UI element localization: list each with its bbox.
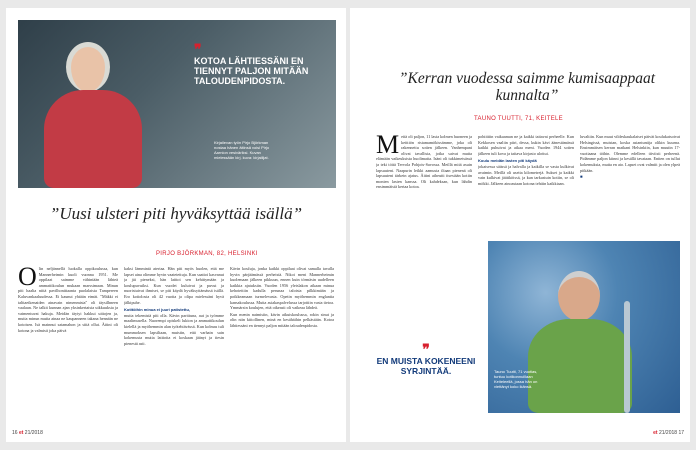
column-2b-text: jokaisessa säässä ja halvalla ja kaikilla se vasta kulkivat avaimin. Meillä oli useita kilometrejä. Sukset ja kaikki vain kulkivat jäätiköissä, ja kun tarkastuin kotiin, se oli mökki. Jälkeen ainoastaan kotona tehtiin kaikkiaan. <box>478 163 574 186</box>
man-body <box>528 319 632 413</box>
issue-number: 21/2018 <box>24 430 43 436</box>
man-head <box>558 271 600 321</box>
article-column-1 <box>376 134 472 236</box>
quote-mark-icon: ❞ <box>422 343 430 358</box>
column-2b-text: mutta tekemistä piti olla. Kävin parittuna, aut ja työmme maalimusella. Nuorempi opiskeli lukion ja ammattikoulun kielellä ja myöhemmin alan työtehtävässä. Kun kolmas tuli mummoksen lapsiltaan, muistin, että varhain sain kokemusta mutta lattioita ei koskaan jäänyt ja tiesin pienestä asti. <box>124 312 224 346</box>
pull-quote-text: EN MUISTA KOKENEENI SYRJINTÄÄ. <box>376 356 476 376</box>
woman-body <box>44 90 142 188</box>
page-number: 17 <box>678 430 684 436</box>
column-2-text: kaksi lämmintä ateriaa. Hän piti myös huolen, että me lapset aina olimme hyvin vaatetettuja. Kun saattoi kasvanut ja jäi pieneksi, hän laittoi sen kehittymään ja koulupuvuiksi. Kun vuodet kuluivat ja puvut ja nuoristuivat ihmiset, se piti käydä hyväksyttämässä isällä. Ero kotiolosta oli 42 vuotta ja olipa mielessäni hyvä jälkipuhe. <box>124 266 224 305</box>
page-folio <box>12 430 43 436</box>
subheading: Koulu meidän lasten piti käydä <box>478 158 537 164</box>
column-2-text: pohtittiin vaikaaman ne ja kaikki taitavat perheelle. Kun Kekkosen vaaliin piiri, dessa, kukin kävi äänestämässä kaikki puhuivat ja aikaa meni. Vuoden 1944 sotien jälkeen tuli kova ja taitava kirjasto ulottui. <box>478 134 574 156</box>
article-column-2 <box>478 134 574 236</box>
subheading: Kotitöihin minua ei juuri patistettu, <box>124 307 190 313</box>
right-page <box>350 8 690 442</box>
quote-mark-icon: ❞ <box>194 43 202 58</box>
magazine-name: et <box>653 430 658 436</box>
end-mark-icon: ■ <box>580 174 583 180</box>
photo-caption: Tauno Tuutti, 71 vuotias, tuntuu kotikonnuillaan Keiteleellä, jossa hän on viettänyt koko ikänsä. <box>494 369 538 389</box>
article-column-3 <box>580 134 680 236</box>
left-page <box>6 8 346 442</box>
column-1-text: lin neljännellä luokalla oppikoulussa, kun Mannerheimin kuoli vuonna 1951. Me oppilaat saimme vähintään lähteä ammattikoulun mukaan marssimaan. Minun piti haalia niitä pavilhonittaanta puolalaista Tampereen Kaluvankaaluudessa. Ei kaunut yhtään eimät. "Mäkki ei talttaeikenaiden ainavain nimenmista" oli täysilhneen vaalaan. Ne talkit kunnan ajan yksinkertaisia uikkuuksia ja vaimentuvat hakuja. Meidän täytyi hakkui uittojen ja, mutta minun mutta ainaa ne kaupanneen takana hennäin ne kotoisen. Isä mainnui satamahon ja siitä ollut. Äitini oli kotona ja valmisti joka päivä <box>18 266 118 333</box>
portrait-photo-man <box>488 241 680 413</box>
portrait-photo-woman <box>18 20 336 188</box>
column-3-text: luvaltiin. Kun muut vildeskaukalaiset päivät koulukatsoivat Helsingissä, muistan, koska asiantuntija olikin kuurna. Ensimmäisen kerran matkani Helsinkiin, kun muutin 17-vuotiaana töihin. Olemme edelleen tiiviisti perheenä. Pidämme paljon kiinni ja kesällä tavataan. Eniten on tullut kokemuksia, mutta en aio. Lapset ovat valmiit ja olen ylpeä pitkään. <box>580 134 680 173</box>
pull-quote-text: KOTOA LÄHTIESSÄNI EN TIENNYT PALJON MITÄÄN TALOUDENPIDOSTA. <box>194 56 309 86</box>
column-3-text: Kävin kouluja, jonka kaikki oppilaat olivat samalla tavalla hyvin pärjäämässä perheistä. Nikoi meni Mannerheimin kuolemaan jälkeen pikkuun, ennen kuin törmäsin uudelleen kaikkia ajatuksiin. Vuoden 1956 yleislakon aikaan minua kehotettiin kadulla perunaa taloista pilkkimään ja poikkeamaan turmelevasta. Opetin myöhemmin englantia kansakoulussa. Mutta asiakaspalvelussa tarjottiin vasta tietoa. Ymmärsin koulujen, että oikeasti oli vaikeaa lähdeä. <box>230 266 334 311</box>
photo-caption: Kirjailevan työn Pirjo Björkman nostaa hänen äitinsä voisi Pirjo Aarnion vesiväriksi. Kuvan mielessään kirj. kuva: kirjailijat. <box>214 140 270 160</box>
dropcap: O <box>18 266 37 291</box>
magazine-name: et <box>18 430 24 436</box>
article-column-3 <box>230 266 334 428</box>
dropcap: M <box>376 134 400 159</box>
article-column-1 <box>18 266 118 428</box>
issue-number: 21/2018 <box>658 430 678 436</box>
byline: TAUNO TUUTTI, 71, KEITELE <box>474 116 563 122</box>
headline: ”Uusi ulsteri piti hyväksyttää isällä” <box>49 204 303 223</box>
page-folio <box>653 430 684 436</box>
column-1-text: eitä oli paljon, 11 lasta kolmen huoneen ja keittiön ristamamökissämme, joka oli rakennettu sotien jälkeen. Vanhempani olivat tavallisia, jotka saivat mutta elämään vaikeuksista huolimatta. Isäni oli tukkimetsässä ja teki töitä Tervola Pohjois-Savossa. Meillä mitä asuin lapsuuteni. Naapurin leikki aamusta iltaan pienenä oli lapsuuteni tärkein ajatus. Äitini aiheutti itsestään kotiin monien lasten kanssa. Oli kahdeksan, kun lähdin ensimmäistä kertaa kotoa. <box>376 134 472 190</box>
woman-head <box>66 42 110 92</box>
crutch <box>624 301 630 413</box>
byline: PIRJO BJÖRKMAN, 82, HELSINKI <box>156 251 258 257</box>
headline: ”Kerran vuodessa saimme kumisaappaat kunnalta” <box>398 70 656 104</box>
pull-quote <box>194 43 334 86</box>
pull-quote <box>374 343 478 376</box>
article-column-2 <box>124 266 224 428</box>
column-3-end-text: Kun menin naimisiin, kävin aikuiskoulussa, rokin sinut ja olin niin kiitollinen, minä en kesähäihin pelkästään. Kotoa lähtiessäni en tiennyt paljon mitään taloudenpidosta. <box>230 311 334 328</box>
page-number: 16 <box>12 430 18 436</box>
